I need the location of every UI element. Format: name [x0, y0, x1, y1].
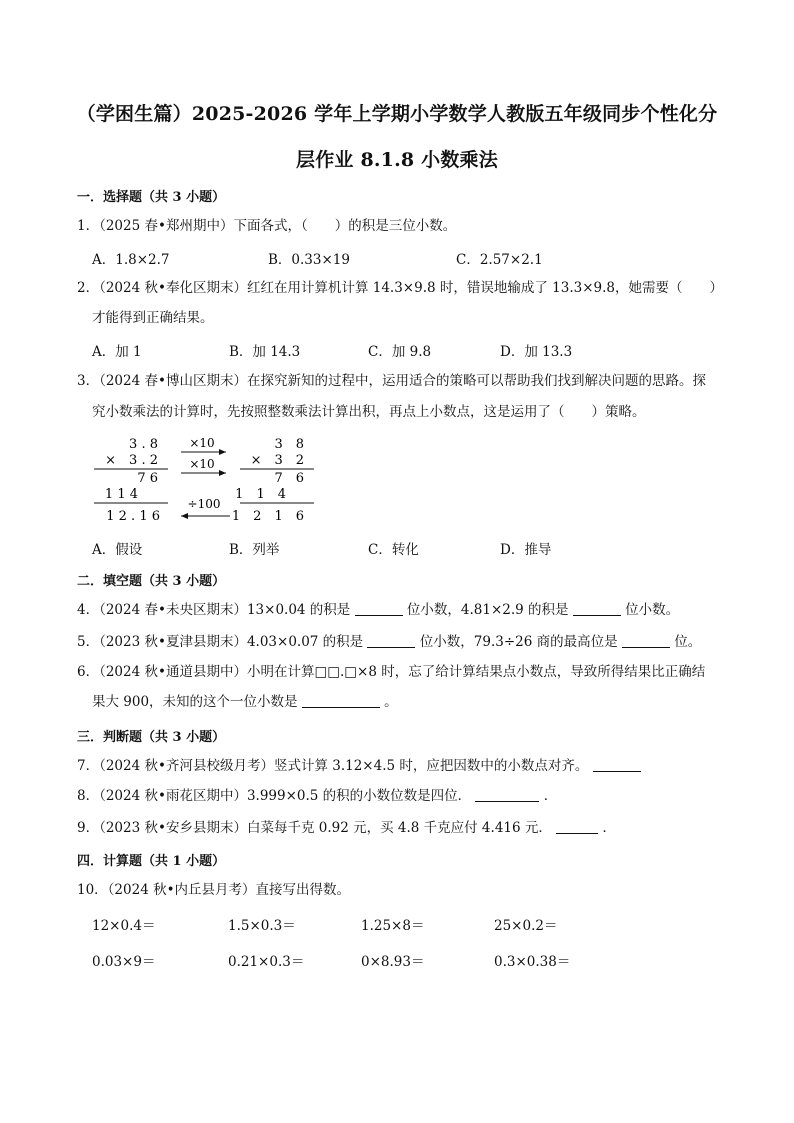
question-8	[77, 786, 557, 806]
question-6-line-1: 6．（2024 秋•通道县期中）小明在计算□□.□×8 时，忘了给计算结果点小数点，导致所得结果比正确结	[77, 664, 706, 680]
question-3-line-1: 3．（2024 春•博山区期末）在探究新知的过程中，运用适合的策略可以帮助我们找到解决问题的思路。探	[77, 373, 706, 389]
question-4-c: 位小数。	[625, 602, 680, 618]
calc-item: 1.25×8＝	[361, 918, 425, 934]
calc-item: 1.5×0.3＝	[228, 918, 296, 934]
question-4-b: 位小数，4.81×2.9 的积是	[406, 602, 569, 618]
operator-divide-100: ÷100	[187, 497, 221, 511]
q2-option-d: D．加 13.3	[500, 344, 573, 360]
question-8-text: 8．（2024 秋•雨花区期中）3.999×0.5 的积的小数位数是四位．	[77, 788, 472, 804]
question-5	[77, 632, 701, 652]
question-4-a: 4．（2024 春•未央区期末）13×0.04 的积是	[77, 602, 351, 618]
q3-option-d: D．推导	[500, 542, 552, 558]
calc-item: 25×0.2＝	[494, 918, 558, 934]
question-1-text-b: ）的积是三位小数。	[334, 218, 457, 234]
right-row-1: 3 8	[274, 437, 304, 452]
q1-option-a: A．1.8×2.7	[92, 252, 170, 268]
answer-blank[interactable]	[556, 819, 598, 834]
calc-item: 12×0.4＝	[92, 918, 156, 934]
q2-option-c: C．加 9.8	[368, 344, 432, 360]
question-5-a: 5．（2023 秋•夏津县期末）4.03×0.07 的积是	[77, 634, 364, 650]
question-5-b: 位小数，79.3÷26 商的最高位是	[419, 634, 618, 650]
answer-blank[interactable]	[475, 787, 539, 802]
q3-option-b: B．列举	[229, 542, 280, 558]
question-9-end: ．	[602, 820, 616, 836]
section-heading-choice: 一．选择题（共 3 小题）	[77, 190, 226, 205]
q1-option-b: B．0.33×19	[268, 252, 350, 268]
left-row-2: × 3 . 2	[105, 453, 158, 468]
question-2-line-1: 2．（2024 秋•奉化区期末）红红在用计算机计算 14.3×9.8 时，错误地输成了 13.3×9.8，她需要（ ）	[77, 280, 724, 296]
title-line-1: （学困生篇）2025-2026 学年上学期小学数学人教版五年级同步个性化分	[76, 103, 718, 125]
vertical-multiplication-diagram	[88, 430, 328, 530]
left-row-1: 3 . 8	[129, 437, 158, 452]
answer-blank[interactable]	[355, 601, 403, 616]
answer-blank[interactable]	[302, 693, 380, 708]
operator-times-10-bottom: ×10	[189, 457, 215, 471]
q2-option-a: A．加 1	[92, 344, 142, 360]
answer-blank[interactable]	[573, 601, 621, 616]
left-row-3: 7 6	[137, 471, 158, 486]
q2-option-b: B．加 14.3	[229, 344, 301, 360]
section-heading-fill: 二．填空题（共 3 小题）	[77, 574, 226, 589]
left-row-4: 1 1 4	[104, 487, 138, 502]
question-1-text-a: 1．（2025 春•郑州期中）下面各式，（	[77, 218, 308, 234]
question-8-end: ．	[543, 788, 558, 804]
right-row-2: × 3 2	[250, 453, 304, 468]
q1-option-c: C．2.57×2.1	[456, 252, 543, 268]
calc-item: 0.3×0.38＝	[494, 954, 571, 970]
question-9	[77, 818, 616, 838]
answer-paren	[308, 218, 335, 234]
question-2-line-2: 才能得到正确结果。	[92, 310, 214, 326]
question-3-line-2: 究小数乘法的计算时，先按照整数乘法计算出积，再点上小数点，这是运用了（ ）策略。	[92, 404, 646, 420]
left-row-5: 1 2 . 1 6	[106, 509, 160, 524]
calc-item: 0.03×9＝	[92, 954, 156, 970]
question-7-text: 7．（2024 秋•齐河县校级月考）竖式计算 3.12×4.5 时，应把因数中的小数点对齐。	[77, 758, 589, 774]
right-row-3: 7 6	[274, 471, 304, 486]
operator-times-10-top: ×10	[189, 436, 215, 450]
question-5-c: 位。	[674, 634, 702, 650]
answer-blank[interactable]	[367, 633, 415, 648]
section-heading-judge: 三．判断题（共 3 小题）	[77, 730, 226, 745]
question-6-line-2	[92, 692, 398, 712]
right-row-5: 1 2 1 6	[231, 509, 304, 524]
question-6-line-2a: 果大 900，未知的这个一位小数是	[92, 694, 298, 710]
right-row-4: 1 1 4	[235, 487, 286, 502]
calc-item: 0×8.93＝	[361, 954, 425, 970]
calc-item: 0.21×0.3＝	[228, 954, 305, 970]
question-9-text: 9．（2023 秋•安乡县期末）白菜每千克 0.92 元，买 4.8 千克应付 4.416 元．	[77, 820, 552, 836]
section-heading-calc: 四．计算题（共 1 小题）	[77, 854, 226, 869]
q3-option-c: C．转化	[368, 542, 419, 558]
title-line-2: 层作业 8.1.8 小数乘法	[296, 149, 498, 171]
question-4	[77, 600, 679, 620]
question-6-line-2b: 。	[384, 694, 398, 710]
q3-option-a: A．假设	[92, 542, 143, 558]
answer-blank[interactable]	[593, 757, 641, 772]
question-10: 10．（2024 秋•内丘县月考）直接写出得数。	[77, 882, 351, 898]
question-1	[77, 216, 456, 236]
answer-blank[interactable]	[622, 633, 670, 648]
question-7	[77, 756, 641, 776]
